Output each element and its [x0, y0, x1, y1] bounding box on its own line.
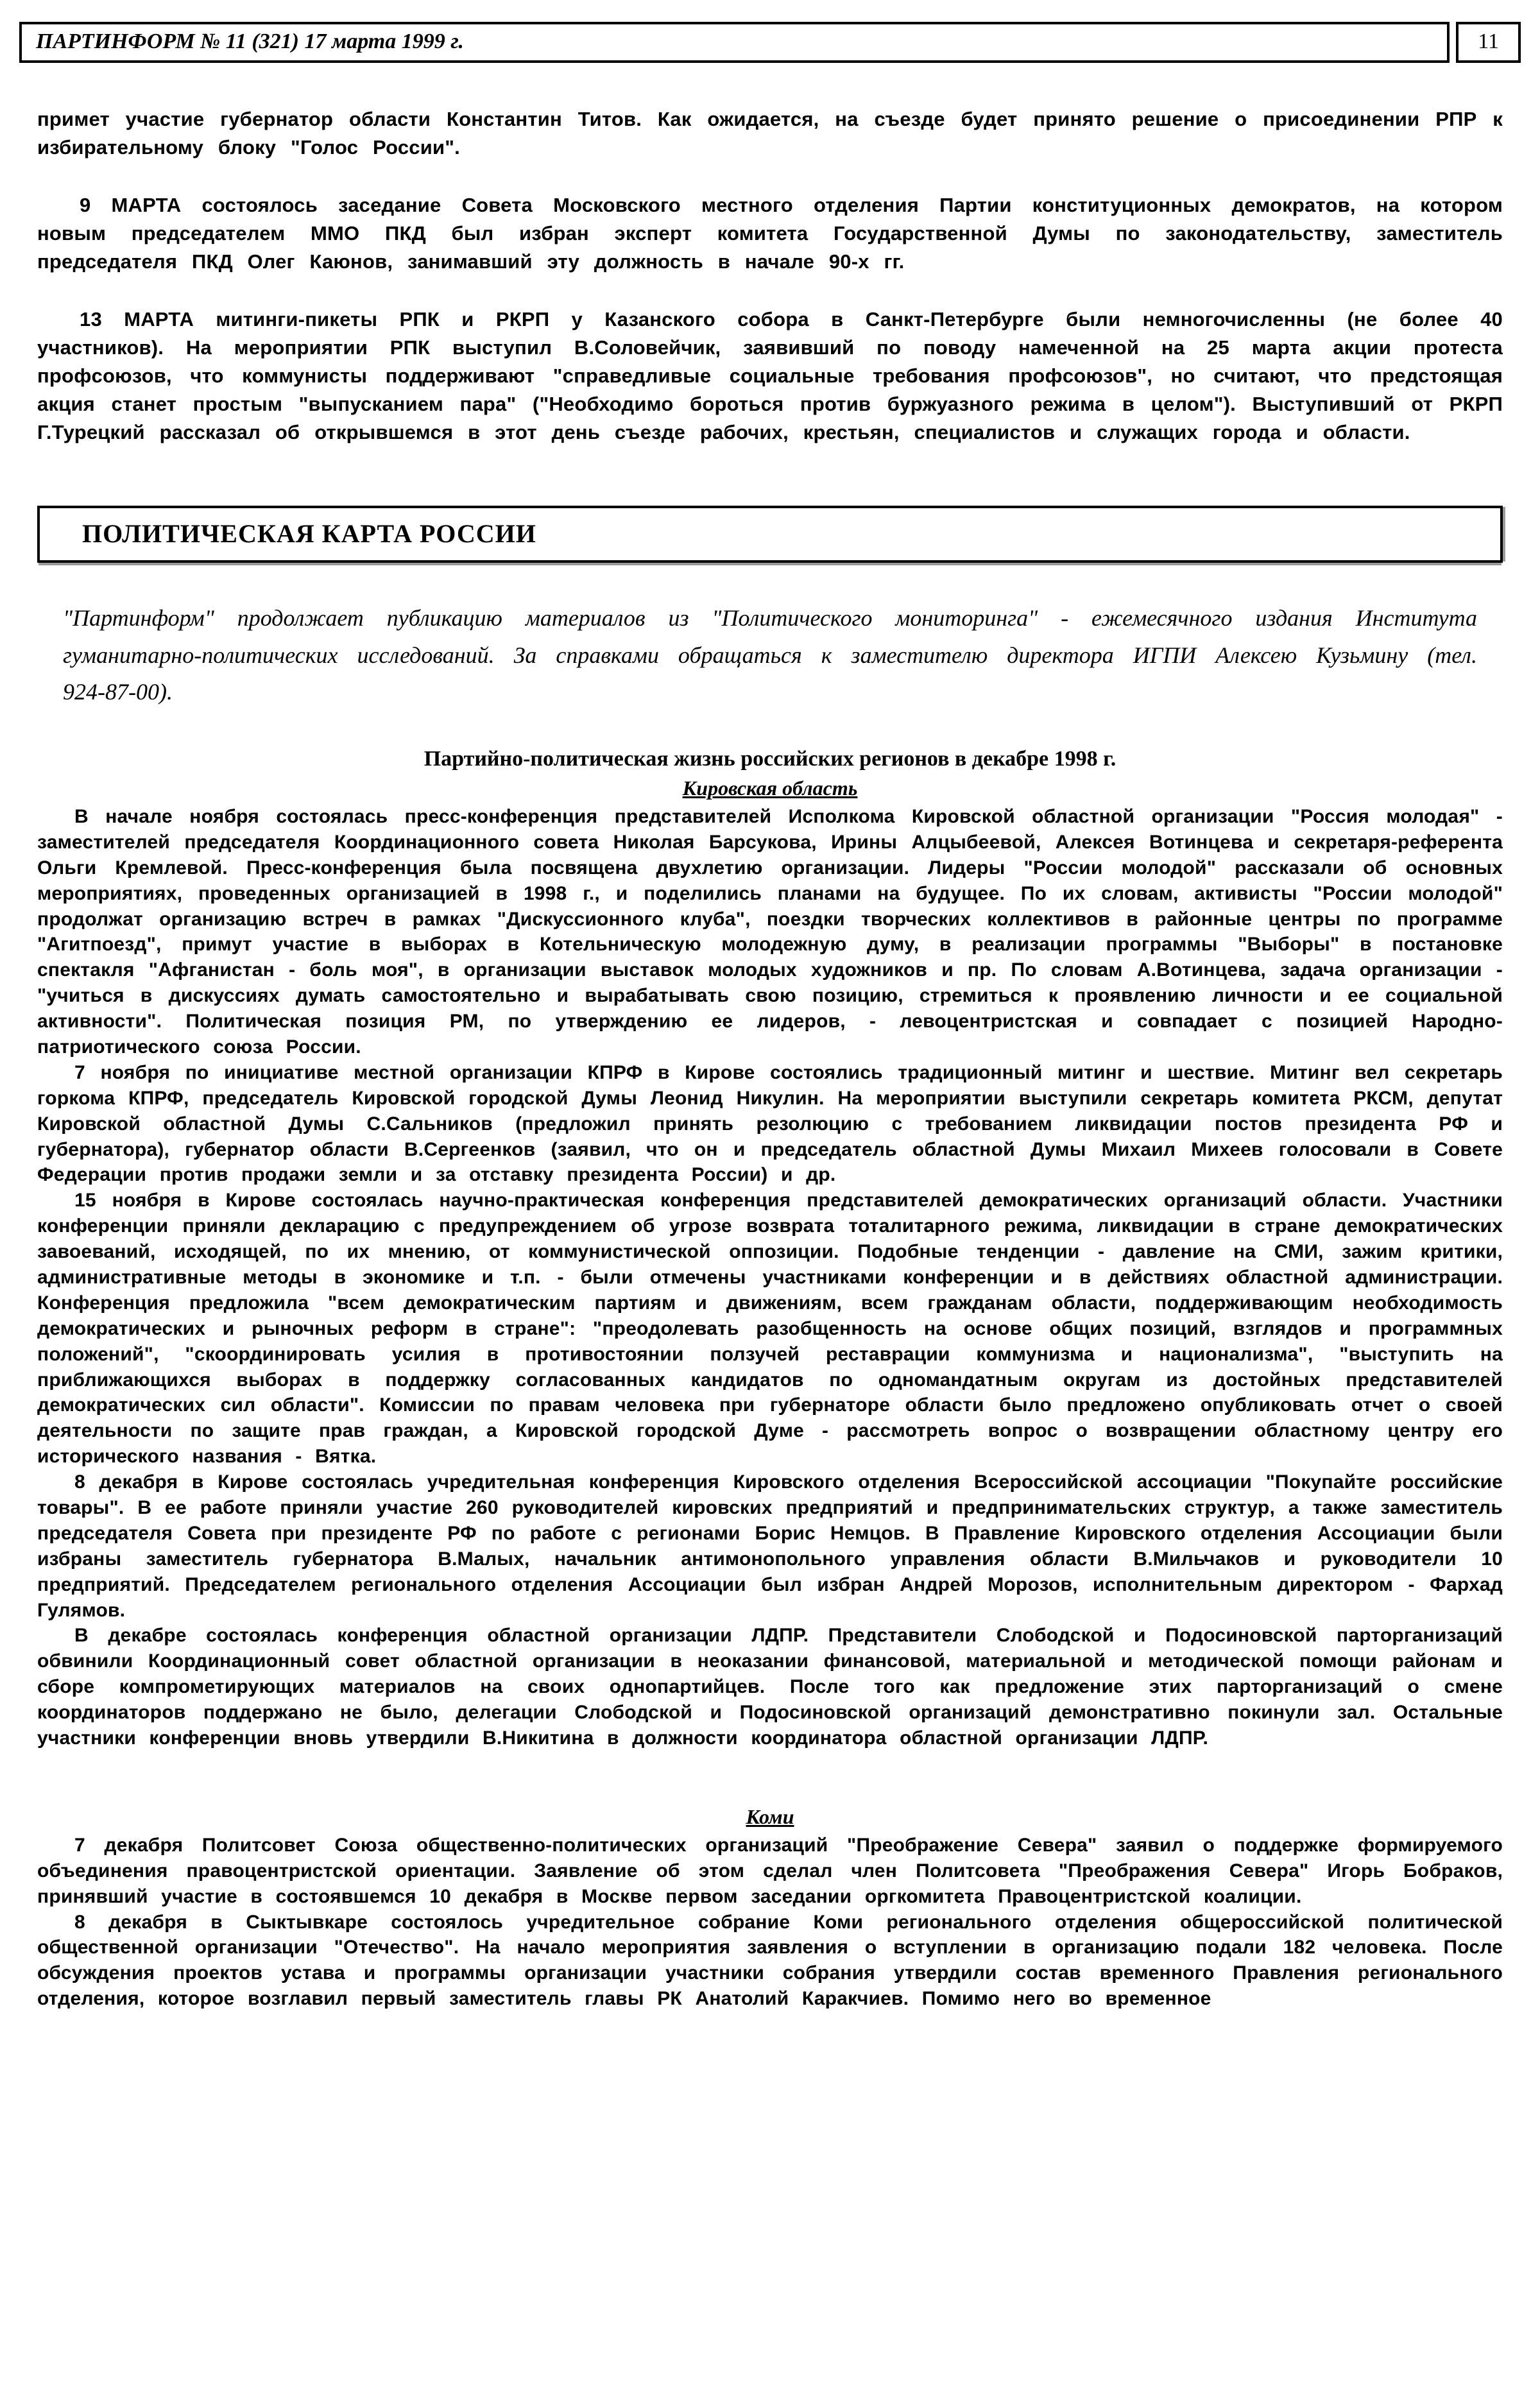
header-bar [19, 22, 1521, 63]
region-paragraph: 8 декабря в Кирове состоялась учредительная конференция Кировского отделения Всероссийской ассоциации "Покупайте российские товары". В ее работе приняли участие 260 руководителей кировских предприятий и предпринимательских структур, а также заместитель председателя Совета при президенте РФ по работе с регионами Борис Немцов. В Правление Кировского отделения Ассоциации были избраны заместитель губернатора В.Малых, начальник антимонопольного управления области В.Мильчаков и руководители 10 предприятий. Председателем регионального отделения Ассоциации был избран Андрей Морозов, исполнительным директором - Фархад Гулямов. [37, 1471, 1503, 1621]
region-paragraph: 8 декабря в Сыктывкаре состоялось учредительное собрание Коми регионального отделения общероссийской политической общественной организации "Отечество". На начало мероприятия заявления о вступлении в организацию подали 182 человека. После обсуждения проектов устава и программы организации участники собрания утвердили состав временного Правления регионального отделения, которое возглавил первый заместитель главы РК Анатолий Каракчиев. Помимо него во временное [37, 1911, 1503, 2010]
page-content [37, 105, 1503, 447]
region-paragraph: В начале ноября состоялась пресс-конференция представителей Исполкома Кировской областной организации "Россия молодая" - заместителей председателя Координационного совета Николая Барсукова, Ирины Алцыбеевой, Алексея Вотинцева и секретаря-референта Ольги Кремлевой. Пресс-конференция была посвящена двухлетию организации. Лидеры "России молодой" рассказали об основных мероприятиях, проведенных организацией в 1998 г., и поделились планами на будущее. По их словам, активисты "России молодой" продолжат организацию встреч в рамках "Дискуссионного клуба", поездки творческих коллективов в районные центры по программе "Агитпоезд", примут участие в выборах в Котельническую молодежную думу, в реализации программы "Выборы" в постановке спектакля "Афганистан - боль моя", в организации выставок молодых художников и пр. По словам А.Вотинцева, задача организации - "учиться в дискуссиях думать самостоятельно и вырабатывать свою позицию, стремиться к проявлению личности и ее социальной активности". Политическая позиция РМ, по утверждению ее лидеров, - левоцентристская и совпадает с позицией Народно-патриотического союза России. [37, 805, 1503, 1058]
region-paragraph: В декабре состоялась конференция областной организации ЛДПР. Представители Слободской и Подосиновской парторганизаций обвинили Координационный совет областной организации в неоказании финансовой, материальной и методической помощи районам и сборе компрометирующих материалов на своих однопартийцев. После того как предложение этих парторганизаций о смене координаторов поддержано не было, делегации Слободской и Подосиновской организаций демонстративно покинули зал. Остальные участники конференции вновь утвердили В.Никитина в должности координатора областной организации ЛДПР. [37, 1625, 1503, 1749]
monitoring-note: "Партинформ" продолжает публикацию материалов из "Политического мониторинга" - ежемесячного издания Института гуманитарно-политических исследований. За справками обращаться к заместителю директора ИГПИ Алексею Кузьмину (тел. 924-87-00). [63, 605, 1477, 705]
intro-paragraph: 9 МАРТА состоялось заседание Совета Московского местного отделения Партии конституционных демократов, на котором новым председателем ММО ПКД был избран эксперт комитета Государственной Думы по законодательству, заместитель председателя ПКД Олег Каюнов, занимавший эту должность в начале 90-х гг. [37, 194, 1503, 273]
region-paragraph: 7 декабря Политсовет Союза общественно-политических организаций "Преображение Севера" заявил о поддержке формируемого объединения правоцентристской ориентации. Заявление об этом сделал член Политсовета "Преображения Севера" Игорь Бобраков, принявший участие в состоявшемся 10 декабря в Москве первом заседании оргкомитета Правоцентристской коалиции. [37, 1834, 1503, 1907]
regional-life-heading: Партийно-политическая жизнь российских регионов в декабре 1998 г. [424, 746, 1116, 771]
region-paragraph: 15 ноября в Кирове состоялась научно-практическая конференция представителей демократических организаций области. Участники конференции приняли декларацию с предупреждением об угрозе возврата тоталитарного режима, ликвидации в стране демократических завоеваний, исходящей, по их мнению, от коммунистической оппозиции. Подобные тенденции - давление на СМИ, зажим критики, административные методы в экономике и т.п. - были отмечены участниками конференции и в действиях областной администрации. Конференция предложила "всем демократическим партиям и движениям, всем гражданам области, поддерживающим необходимость демократических и рыночных реформ в стране": "преодолевать разобщенность на основе общих позиций, взглядов и программных положений", "скоординировать усилия в противостоянии ползучей реставрации коммунизма и национализма", "выступить на приближающихся выборах в поддержку согласованных кандидатов по одномандатным округам из достойных представителей демократических сил области". Комиссии по правам человека при губернаторе области было предложено опубликовать отчет о своей деятельности по защите прав граждан, а Кировской городской Думе - рассмотреть вопрос о возвращении областному центру его исторического названия - Вятка. [37, 1190, 1503, 1468]
region-heading-kirovskaya-oblast: Кировская область [682, 776, 858, 800]
region-paragraph: 7 ноября по инициативе местной организации КПРФ в Кирове состоялись традиционный митинг и шествие. Митинг вел секретарь горкома КПРФ, председатель Кировской городской Думы Леонид Никулин. На мероприятии выступили секретарь комитета РКСМ, депутат Кировской областной Думы С.Сальников (предложил принять резолюцию с требованием ликвидации постов президента РФ и губернатора), губернатор области В.Сергеенков (заявил, что он и председатель областной Думы Михаил Михеев голосовали в Совете Федерации против продажи земли и за отставку президента России) и др. [37, 1061, 1503, 1186]
page-number: 11 [1456, 22, 1521, 63]
intro-paragraph: примет участие губернатор области Константин Титов. Как ожидается, на съезде будет принято решение о присоединении РПР к избирательному блоку "Голос России". [37, 108, 1503, 159]
intro-paragraph: 13 МАРТА митинги-пикеты РПК и РКРП у Казанского собора в Санкт-Петербурге были немногочисленны (не более 40 участников). На мероприятии РПК выступил В.Соловейчик, заявивший по поводу намеченной на 25 марта акции протеста профсоюзов, что коммунисты поддерживают "справедливые социальные требования профсоюзов", но считают, что предстоящая акция станет простым "выпусканием пара" ("Необходимо бороться против буржуазного режима в целом"). Выступивший от РКРП Г.Турецкий рассказал об открывшемся в этот день съезде рабочих, крестьян, специалистов и служащих города и области. [37, 308, 1503, 444]
region-heading-komi: Коми [746, 1804, 794, 1828]
section-title-box: ПОЛИТИЧЕСКАЯ КАРТА РОССИИ [37, 506, 1503, 563]
regional-section [37, 747, 1503, 2012]
newsletter-title: ПАРТИНФОРМ № 11 (321) 17 марта 1999 г. [19, 22, 1450, 63]
